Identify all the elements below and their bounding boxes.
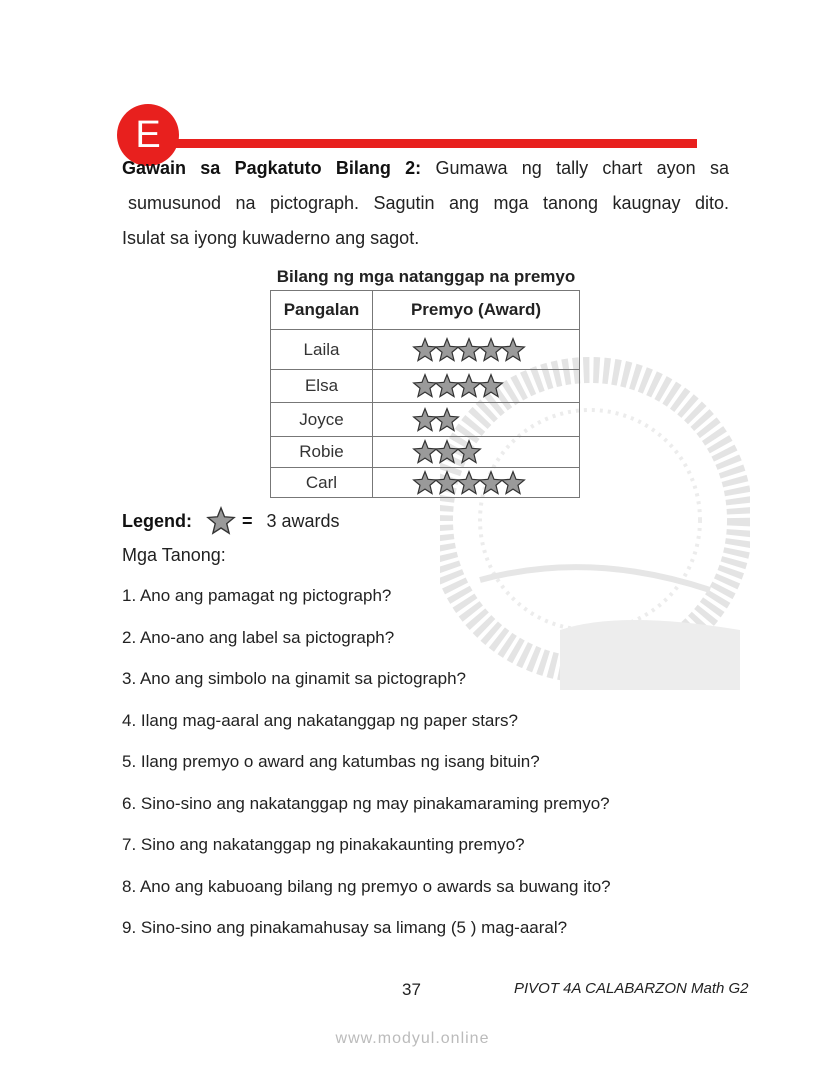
question-item: 4. Ilang mag-aaral ang nakatanggap ng paper stars? <box>122 710 518 730</box>
row-name: Elsa <box>271 370 373 403</box>
legend-equals: = <box>242 510 253 531</box>
pictograph-row <box>271 370 580 403</box>
row-name: Laila <box>271 330 373 370</box>
legend-label: Legend: <box>122 510 192 531</box>
row-stars <box>373 330 580 370</box>
star-icon <box>477 373 505 399</box>
legend-star-icon <box>204 506 238 536</box>
row-stars <box>373 468 580 498</box>
page-number: 37 <box>402 980 421 999</box>
site-watermark: www.modyul.online <box>335 1030 490 1047</box>
question-item: 6. Sino-sino ang nakatanggap ng may pinakamaraming premyo? <box>122 793 610 813</box>
question-item: 8. Ano ang kabuoang bilang ng premyo o awards sa buwang ito? <box>122 876 611 896</box>
pictograph-row <box>271 468 580 498</box>
question-item: 7. Sino ang nakatanggap ng pinakakaunting premyo? <box>122 835 525 854</box>
row-name: Carl <box>271 468 373 498</box>
question-item: 2. Ano-ano ang label sa pictograph? <box>122 627 395 647</box>
pictograph-table <box>270 290 580 498</box>
activity-title: Gawain sa Pagkatuto Bilang 2: <box>122 158 422 178</box>
header-award: Premyo (Award) <box>373 291 580 330</box>
section-badge: E <box>117 104 179 166</box>
legend <box>122 506 340 536</box>
row-stars <box>373 370 580 403</box>
question-item: 3. Ano ang simbolo na ginamit sa pictograph? <box>122 669 467 688</box>
intro-line-2: sumusunod na pictograph. Sagutin ang mga tanong kaugnay dito. <box>128 193 729 213</box>
row-name: Robie <box>271 437 373 468</box>
header-name: Pangalan <box>271 291 373 330</box>
row-stars <box>373 437 580 468</box>
pictograph-title: Bilang ng mga natanggap na premyo <box>276 267 576 286</box>
star-icon <box>433 407 461 433</box>
pictograph-row <box>271 403 580 437</box>
pictograph-row <box>271 330 580 370</box>
question-item: 9. Sino-sino ang pinakamahusay sa limang (5 ) mag-aaral? <box>122 918 568 937</box>
section-rule <box>172 139 697 148</box>
legend-value: 3 awards <box>266 510 340 531</box>
intro-line-1 <box>122 158 729 179</box>
questions-heading: Mga Tanong: <box>122 545 226 565</box>
intro-line-3: Isulat sa iyong kuwaderno ang sagot. <box>122 228 420 248</box>
star-icon <box>499 470 527 496</box>
question-item: 1. Ano ang pamagat ng pictograph? <box>122 586 392 605</box>
intro-text-1: Gumawa ng tally chart ayon sa <box>435 158 729 178</box>
footer-tag: PIVOT 4A CALABARZON Math G2 <box>514 980 749 997</box>
pictograph-row <box>271 437 580 468</box>
question-item: 5. Ilang premyo o award ang katumbas ng isang bituin? <box>122 752 540 771</box>
row-stars <box>373 403 580 437</box>
star-icon <box>455 439 483 465</box>
row-name: Joyce <box>271 403 373 437</box>
star-icon <box>499 337 527 363</box>
